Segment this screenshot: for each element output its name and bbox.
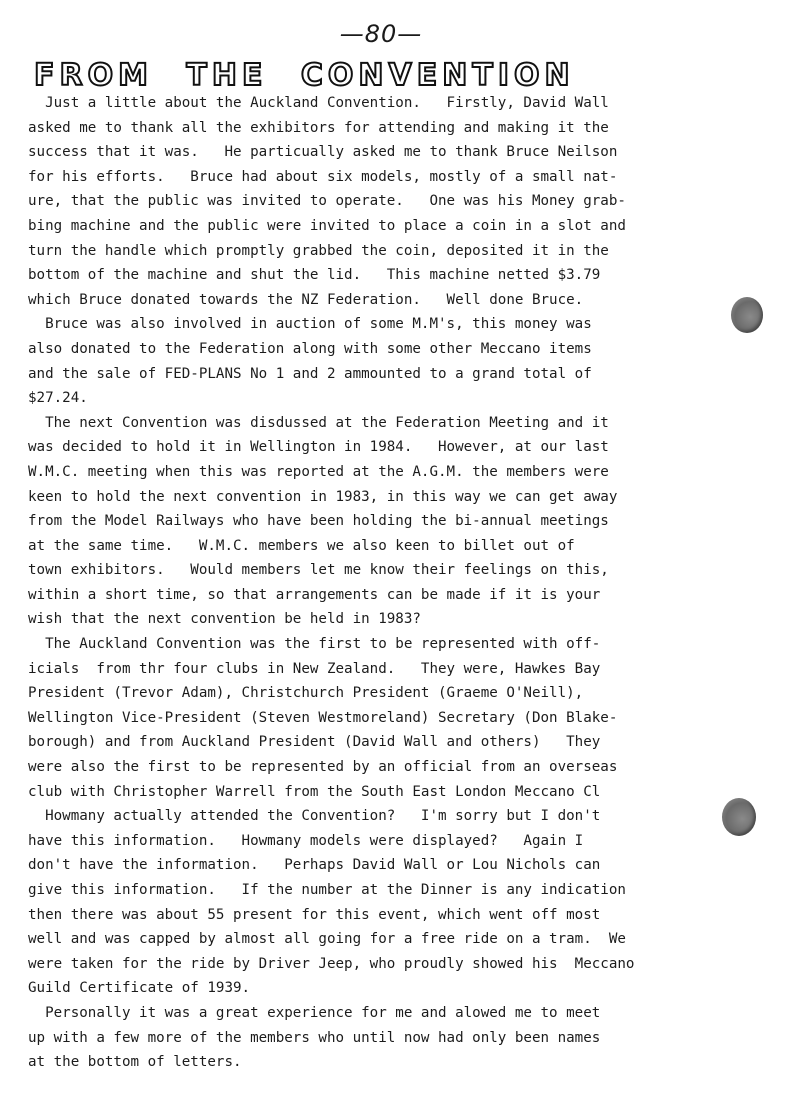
page-number: —80— bbox=[339, 20, 423, 48]
text-line: for his efforts. Bruce had about six models, mostly of a small nat- bbox=[28, 168, 618, 185]
text-line: Bruce was also involved in auction of some M.M's, this money was bbox=[28, 316, 592, 333]
page-number-value: 80 bbox=[364, 20, 398, 48]
text-line: The next Convention was disdussed at the Federation Meeting and it bbox=[28, 414, 609, 431]
text-line: within a short time, so that arrangements can be made if it is your bbox=[28, 586, 601, 603]
punch-hole bbox=[731, 297, 763, 333]
text-line: The Auckland Convention was the first to be represented with off- bbox=[28, 636, 601, 653]
text-line: borough) and from Auckland President (David Wall and others) They bbox=[28, 734, 601, 751]
text-line: Howmany actually attended the Convention? I'm sorry but I don't bbox=[28, 808, 601, 825]
text-line: which Bruce donated towards the NZ Federation. Well done Bruce. bbox=[28, 291, 584, 308]
text-line: Just a little about the Auckland Convention. Firstly, David Wall bbox=[28, 95, 609, 111]
text-line: give this information. If the number at the Dinner is any indication bbox=[28, 882, 626, 898]
text-line: bottom of the machine and shut the lid. This machine netted $3.79 bbox=[28, 267, 601, 284]
text-line: up with a few more of the members who until now had only been names bbox=[28, 1029, 601, 1046]
text-line: well and was capped by almost all going for a free ride on a tram. We bbox=[28, 931, 626, 948]
text-line: success that it was. He particually asked me to thank Bruce Neilson bbox=[28, 144, 618, 161]
article-heading: FROM THE CONVENTION bbox=[34, 58, 575, 93]
text-line: town exhibitors. Would members let me know their feelings on this, bbox=[28, 562, 609, 579]
text-line: bing machine and the public were invited to place a coin in a slot and bbox=[28, 217, 626, 234]
text-line: keen to hold the next convention in 1983, in this way we can get away bbox=[28, 488, 618, 505]
text-line: ure, that the public was invited to operate. One was his Money grab- bbox=[28, 193, 626, 210]
text-line: icials from thr four clubs in New Zealand. They were, Hawkes Bay bbox=[28, 660, 601, 677]
text-line: have this information. Howmany models were displayed? Again I bbox=[28, 832, 584, 849]
text-line: President (Trevor Adam), Christchurch President (Graeme O'Neill), bbox=[28, 685, 584, 702]
text-line: and the sale of FED-PLANS No 1 and 2 ammounted to a grand total of bbox=[28, 365, 592, 382]
text-line: also donated to the Federation along with some other Meccano items bbox=[28, 340, 592, 357]
text-line: at the same time. W.M.C. members we also keen to billet out of bbox=[28, 537, 575, 554]
text-line: $27.24. bbox=[28, 390, 88, 407]
article-body bbox=[28, 91, 770, 1075]
text-line: were also the first to be represented by an official from an overseas bbox=[28, 759, 618, 776]
text-line: Wellington Vice-President (Steven Westmoreland) Secretary (Don Blake- bbox=[28, 709, 618, 726]
text-line: club with Christopher Warrell from the South East London Meccano Cl bbox=[28, 783, 601, 800]
text-line: wish that the next convention be held in 1983? bbox=[28, 611, 421, 628]
text-line: turn the handle which promptly grabbed the coin, deposited it in the bbox=[28, 242, 609, 259]
text-line: at the bottom of letters. bbox=[28, 1054, 242, 1071]
text-line: was decided to hold it in Wellington in 1984. However, at our last bbox=[28, 439, 609, 456]
text-line: then there was about 55 present for this event, which went off most bbox=[28, 906, 601, 923]
text-line: from the Model Railways who have been holding the bi-annual meetings bbox=[28, 513, 609, 530]
text-line: asked me to thank all the exhibitors for attending and making it the bbox=[28, 119, 609, 136]
text-line: Personally it was a great experience for me and alowed me to meet bbox=[28, 1004, 601, 1021]
text-line: Guild Certificate of 1939. bbox=[28, 980, 251, 997]
text-line: don't have the information. Perhaps David Wall or Lou Nichols can bbox=[28, 857, 601, 874]
text-line: W.M.C. meeting when this was reported at the A.G.M. the members were bbox=[28, 463, 609, 480]
punch-hole bbox=[722, 798, 756, 836]
text-line: were taken for the ride by Driver Jeep, who proudly showed his Meccano bbox=[28, 955, 635, 972]
